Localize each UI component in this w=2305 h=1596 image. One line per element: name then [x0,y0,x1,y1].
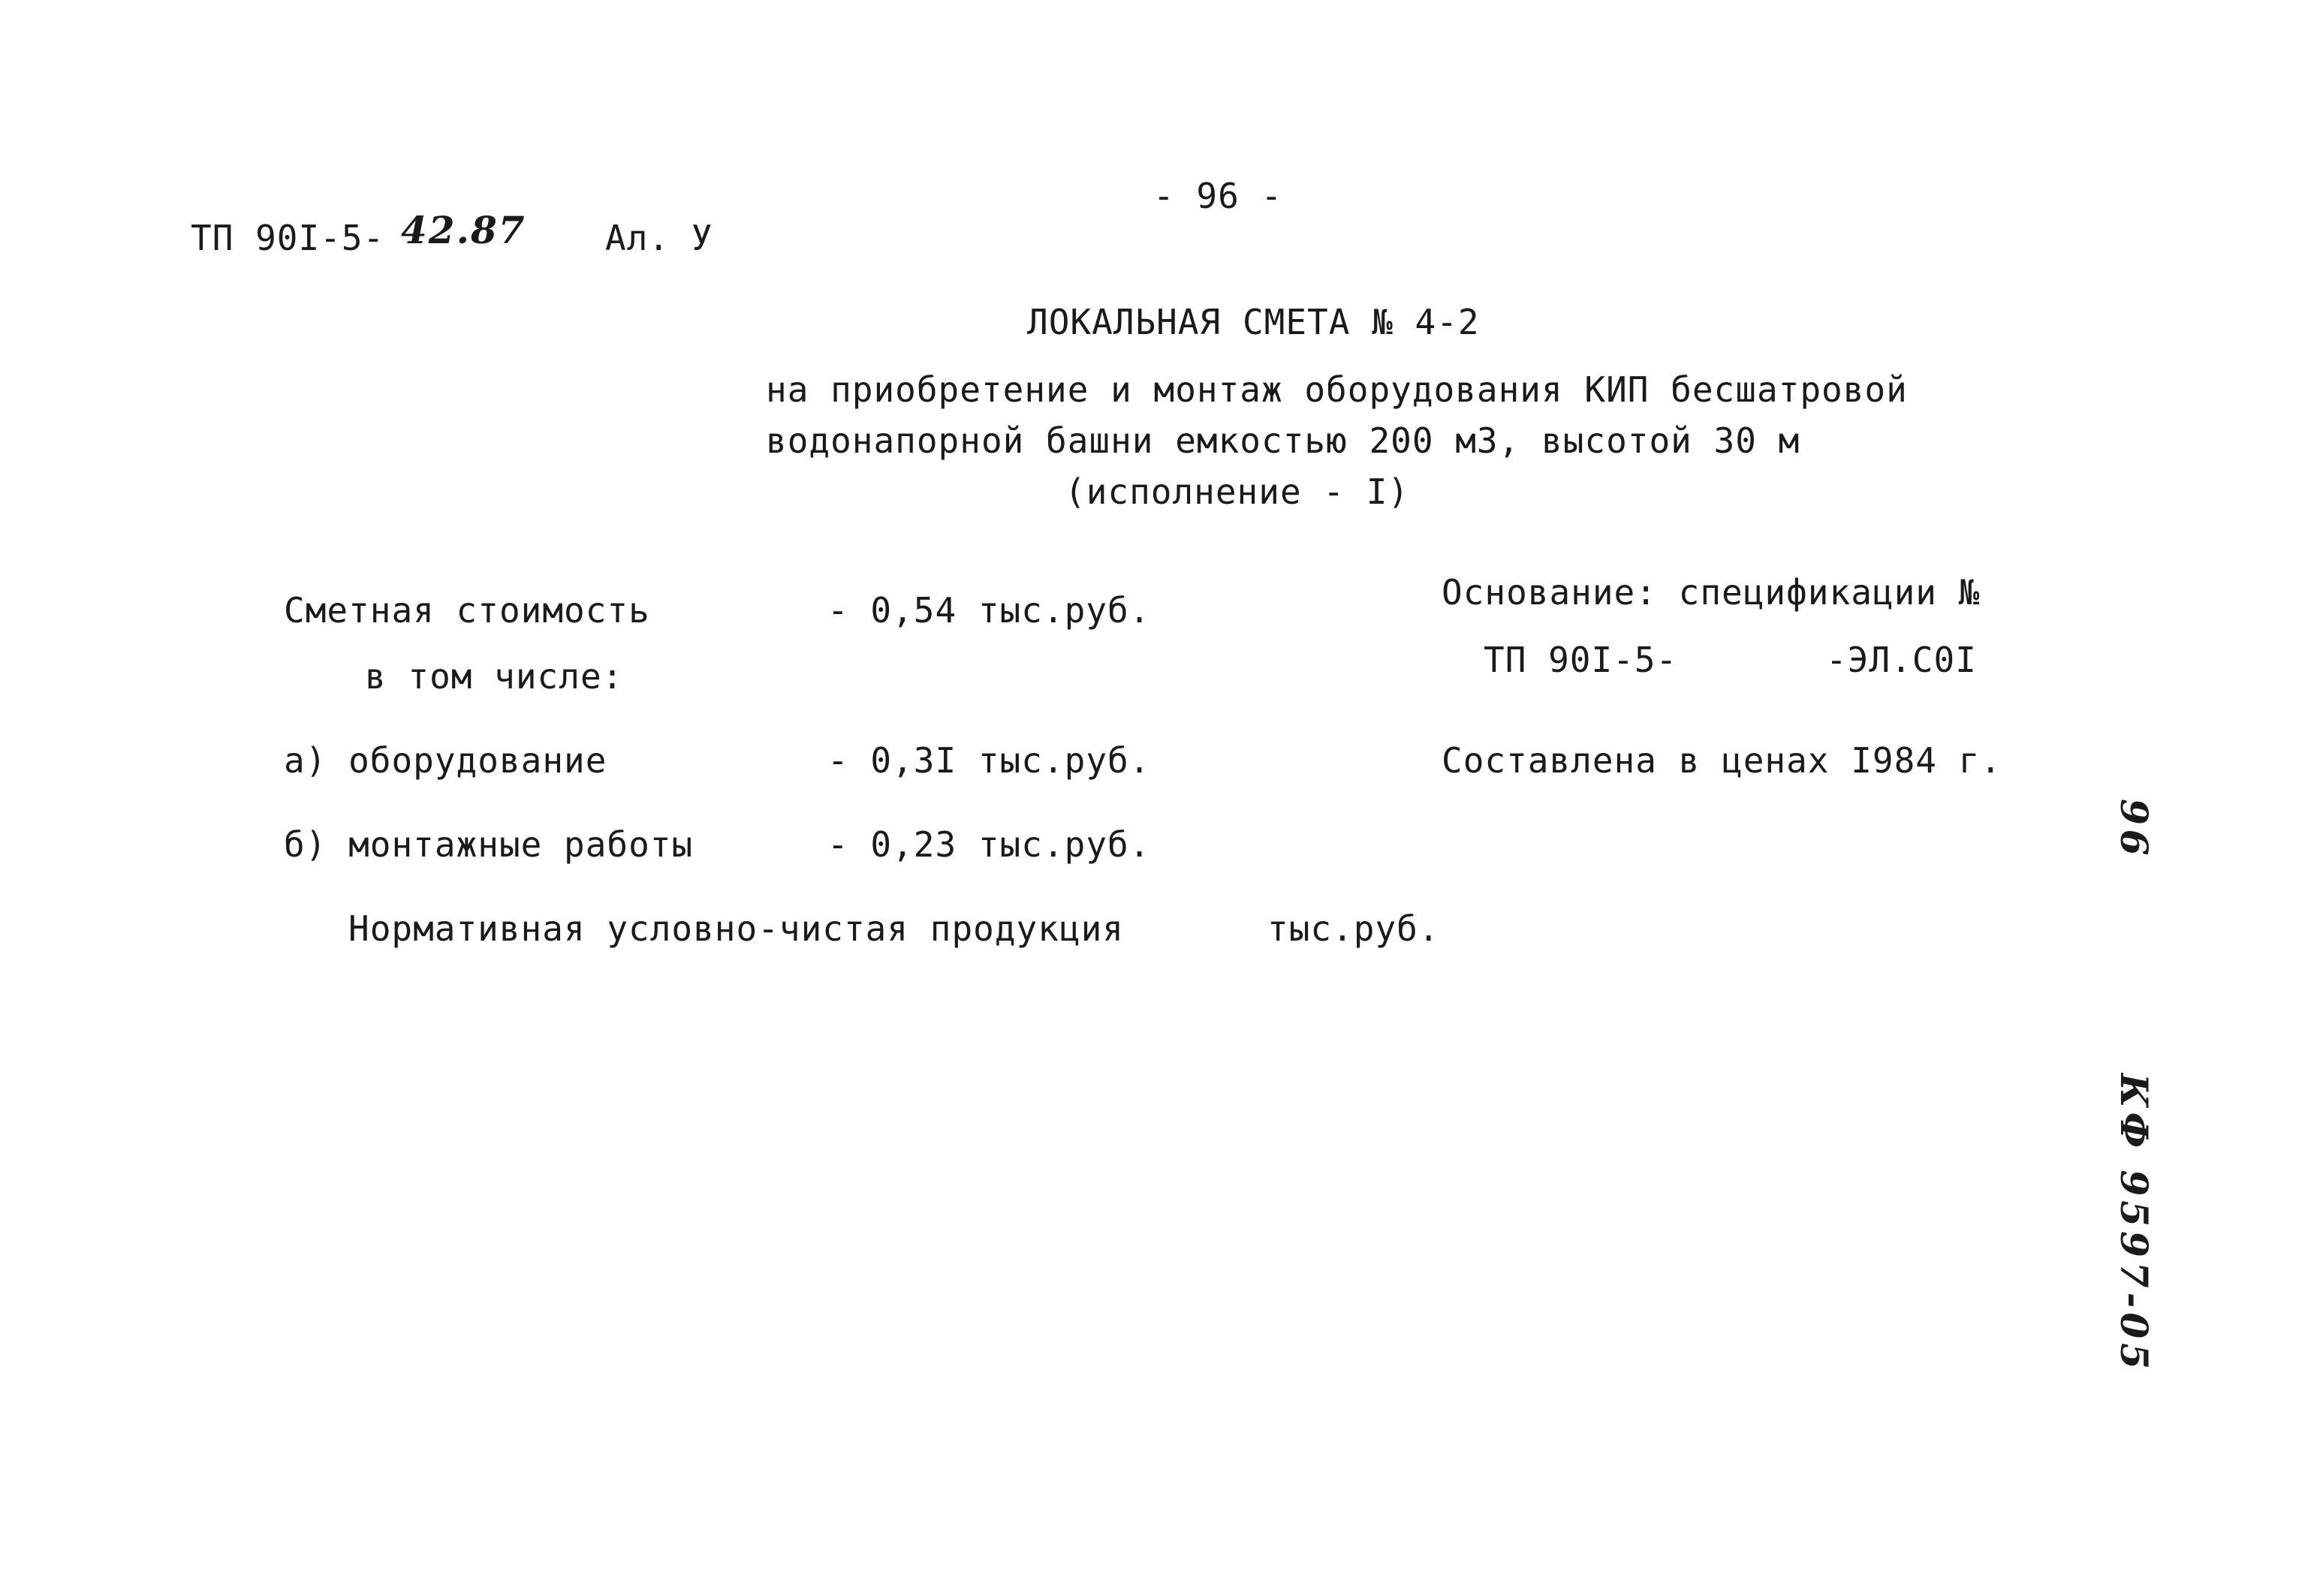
margin-page-mark: 96 [2112,799,2156,860]
installation-label: б) монтажные работы [284,824,694,865]
price-basis: Составлена в ценах I984 г. [1442,740,2002,781]
basis-spec-prefix: ТП 90I-5- [1484,640,1678,680]
equipment-value: - 0,3I тыс.руб. [827,740,1151,781]
installation-value: - 0,23 тыс.руб. [827,824,1151,865]
normative-product-label: Нормативная условно-чистая продукция [348,908,1124,949]
equipment-label: а) оборудование [284,740,607,781]
page-number: - 96 - [1153,176,1283,216]
basis-label: Основание: спецификации № [1442,572,1981,613]
total-cost-label: Сметная стоимость [284,590,650,631]
album-label: Ал. У [605,218,713,258]
including-label: в том числе: [365,656,624,697]
normative-product-unit: тыс.руб. [1267,908,1440,949]
estimate-subtitle-line1: на приобретение и монтаж оборудования КИП бесшатровой [766,369,1908,410]
archive-stamp: КФ 9597-05 [2112,1074,2156,1374]
basis-spec-suffix: -ЭЛ.С0I [1826,640,1977,680]
document-code-handwritten: 42.87 [401,208,526,252]
estimate-subtitle-line2: водонапорной башни емкостью 200 м3, высотой 30 м [766,420,1800,461]
total-cost-value: - 0,54 тыс.руб. [827,590,1151,631]
document-code: ТП 90I-5- [191,218,385,258]
estimate-heading: ЛОКАЛЬНАЯ СМЕТА № 4-2 [1027,302,1480,342]
estimate-subtitle-line3: (исполнение - I) [1065,471,1410,512]
